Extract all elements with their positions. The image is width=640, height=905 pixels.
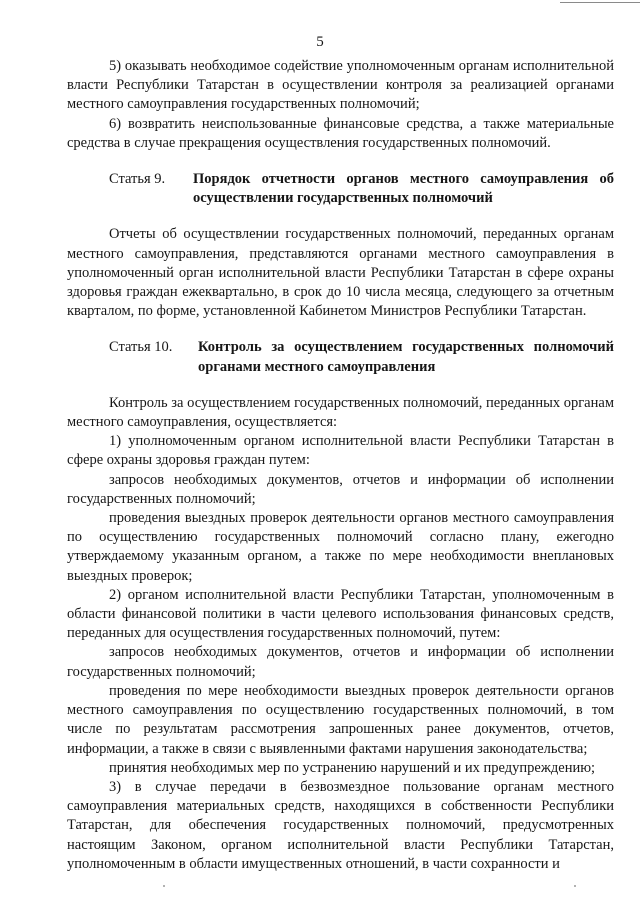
article-10-item-2-requests: запросов необходимых документов, отчетов и информации об исполнении государственных полномочий; — [67, 644, 614, 680]
article-10-title: Контроль за осуществлением государственных полномочий органами местного самоуправления — [198, 339, 614, 375]
article-9-prefix: Статья 9. — [109, 171, 166, 188]
article-10-item-2-inspections: проведения по мере необходимости выездных проверок деятельности органов местного самоуправления по осуществлению государственных полномочий, в том числе по результатам рассмотрения запрошенных ранее документов, отчетов, информации, а также в связи с выявленными фактами нарушения законодательства; — [67, 682, 614, 757]
document-body — [67, 57, 614, 874]
scan-edge-line — [560, 2, 640, 3]
article-10-item-2: 2) органом исполнительной власти Республики Татарстан, уполномоченным в области финансовой политики в части целевого использования финансовых средств, переданных для осуществления государственных полномочий, путем: — [67, 586, 614, 642]
article-10-heading — [67, 338, 614, 376]
paragraph-item-6: 6) возвратить неиспользованные финансовые средства, а также материальные средства в случае прекращения осуществления государственных полномочий. — [67, 115, 614, 151]
scan-speck — [574, 885, 576, 887]
article-10-intro: Контроль за осуществлением государственных полномочий, переданных органам местного самоуправления, осуществляется: — [67, 394, 614, 431]
article-9-body: Отчеты об осуществлении государственных полномочий, переданных органам местного самоуправления, представляются органами местного самоуправления в уполномоченный орган исполнительной власти Республики Татарстан в сфере охраны здоровья граждан ежеквартально, в срок до 10 числа месяца, следующего за отчетным кварталом, по форме, установленной Кабинетом Министров Республики Татарстан. — [67, 226, 614, 320]
article-10-item-1-inspections: проведения выездных проверок деятельности органов местного самоуправления по осуществлению государственных полномочий согласно плану, ежегодно утверждаемому указанным органом, а также по мере необходимости внеплановых выездных проверок; — [67, 510, 614, 584]
article-10-item-1: 1) уполномоченным органом исполнительной власти Республики Татарстан в сфере охраны здоровья граждан путем: — [67, 433, 614, 469]
article-10-prefix: Статья 10. — [109, 339, 173, 356]
scan-speck — [163, 885, 165, 887]
article-10-item-1-requests: запросов необходимых документов, отчетов и информации об исполнении государственных полномочий; — [67, 471, 614, 507]
page-number: 5 — [316, 34, 324, 50]
article-10-item-2-measures: принятия необходимых мер по устранению нарушений и их предупреждению; — [109, 759, 596, 776]
article-9-heading — [67, 170, 614, 208]
paragraph-item-5: 5) оказывать необходимое содействие уполномоченным органам исполнительной власти Республики Татарстан в осуществлении контроля за реализацией органами местного самоуправления государственных полномочий; — [67, 58, 614, 113]
article-9-title: Порядок отчетности органов местного самоуправления об осуществлении государственных полномочий — [193, 171, 614, 207]
article-10-item-3: 3) в случае передачи в безвозмездное пользование органам местного самоуправления материальных средств, находящихся в собственности Республики Татарстан, для обеспечения государственных полномочий, предусмотренных настоящим Законом, органом исполнительной власти Республики Татарстан, уполномоченным в области имущественных отношений, в части сохранности и — [67, 778, 614, 872]
